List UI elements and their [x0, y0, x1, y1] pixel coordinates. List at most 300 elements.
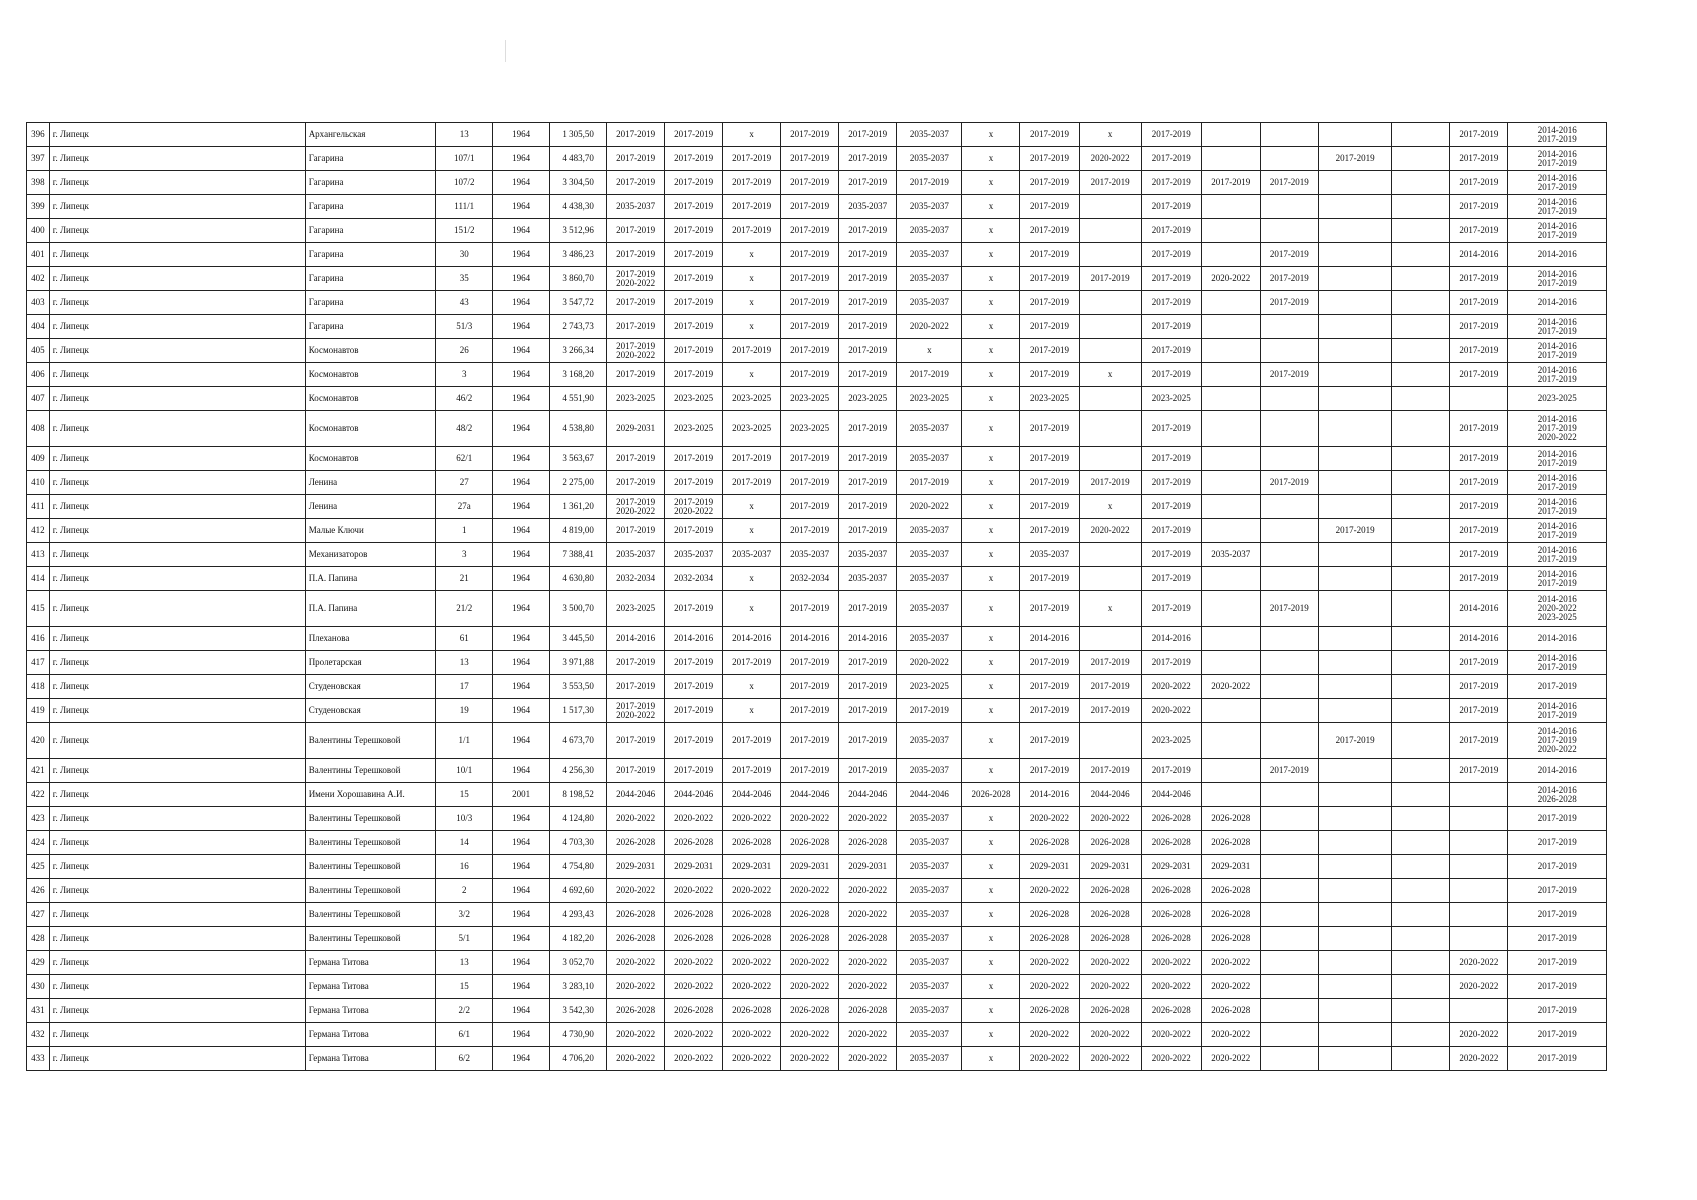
table-cell: 2017-2019	[839, 759, 897, 783]
table-cell	[1392, 543, 1450, 567]
table-cell	[1318, 951, 1392, 975]
table-cell: 2017-2019	[1318, 723, 1392, 759]
table-row	[27, 591, 1607, 627]
table-cell: x	[962, 567, 1020, 591]
table-cell: 2026-2028	[1201, 927, 1260, 951]
table-cell: 2017-2019	[1450, 495, 1508, 519]
table-cell: x	[962, 999, 1020, 1023]
table-cell	[1392, 495, 1450, 519]
table-cell: 2020-2022	[839, 879, 897, 903]
table-cell: 2017-2019	[723, 651, 781, 675]
table-cell: 2026-2028	[1079, 879, 1141, 903]
table-cell: г. Липецк	[49, 903, 305, 927]
table-cell: 2020-2022	[723, 879, 781, 903]
table-cell: 2014-2016	[607, 627, 665, 651]
table-cell	[1318, 447, 1392, 471]
table-cell	[1318, 903, 1392, 927]
table-cell	[1079, 447, 1141, 471]
table-cell: 1 517,30	[550, 699, 607, 723]
table-cell: 2017-2019 2020-2022	[607, 267, 665, 291]
table-cell: 2020-2022	[723, 807, 781, 831]
table-cell	[1201, 387, 1260, 411]
table-cell: 2026-2028	[723, 903, 781, 927]
table-cell: 2017-2019	[1020, 723, 1079, 759]
table-cell: 2026-2028	[1141, 927, 1201, 951]
table-cell: x	[723, 699, 781, 723]
table-cell: 2017-2019	[607, 315, 665, 339]
table-cell: 2020-2022	[897, 651, 962, 675]
table-cell: 2026-2028	[1201, 879, 1260, 903]
table-cell: 2026-2028	[1201, 831, 1260, 855]
table-cell: 2014-2016	[1450, 627, 1508, 651]
table-cell: 2017-2019	[723, 147, 781, 171]
table-cell	[1318, 759, 1392, 783]
table-cell: x	[962, 267, 1020, 291]
table-cell: x	[723, 591, 781, 627]
table-row	[27, 147, 1607, 171]
table-cell: 2044-2046	[897, 783, 962, 807]
table-cell: 413	[27, 543, 50, 567]
table-cell	[1318, 975, 1392, 999]
table-cell: 2017-2019	[1141, 567, 1201, 591]
table-cell: 2020-2022	[839, 903, 897, 927]
table-cell: 2014-2016	[1450, 591, 1508, 627]
table-cell: 2017-2019	[1020, 339, 1079, 363]
table-cell: 4 124,80	[550, 807, 607, 831]
table-cell: 4 293,43	[550, 903, 607, 927]
table-cell: 111/1	[436, 195, 493, 219]
table-cell: 2029-2031	[607, 411, 665, 447]
table-cell: г. Липецк	[49, 147, 305, 171]
table-cell: 2026-2028	[1141, 831, 1201, 855]
table-cell: 2026-2028	[1079, 999, 1141, 1023]
table-cell: 2017-2019	[1508, 1023, 1607, 1047]
table-body	[27, 123, 1607, 1071]
table-cell: г. Липецк	[49, 591, 305, 627]
table-cell: 2017-2019	[1450, 675, 1508, 699]
table-cell: 2017-2019	[723, 219, 781, 243]
table-cell: 3 553,50	[550, 675, 607, 699]
table-cell: 2023-2025	[781, 387, 839, 411]
table-cell: 2017-2019	[1141, 291, 1201, 315]
table-cell: Валентины Терешковой	[305, 927, 436, 951]
table-cell: 2017-2019 2020-2022	[665, 495, 723, 519]
table-cell: 2020-2022	[839, 1047, 897, 1071]
table-row	[27, 543, 1607, 567]
table-cell: 2026-2028	[1201, 999, 1260, 1023]
table-cell: 10/1	[436, 759, 493, 783]
table-cell: x	[962, 387, 1020, 411]
table-cell: 409	[27, 447, 50, 471]
table-cell	[1318, 1023, 1392, 1047]
table-cell	[1392, 999, 1450, 1023]
table-cell: 2035-2037	[897, 267, 962, 291]
table-cell: 2014-2016	[1020, 783, 1079, 807]
table-cell	[1260, 651, 1318, 675]
table-cell: 2017-2019	[1508, 831, 1607, 855]
table-cell: 2020-2022	[1079, 951, 1141, 975]
table-cell: 14	[436, 831, 493, 855]
table-cell: 1964	[493, 171, 550, 195]
table-cell: 2014-2016 2017-2019	[1508, 147, 1607, 171]
table-cell	[1318, 339, 1392, 363]
table-cell: 424	[27, 831, 50, 855]
table-cell: 2017-2019	[1508, 951, 1607, 975]
table-cell: 2020-2022	[1141, 1023, 1201, 1047]
table-cell	[1318, 627, 1392, 651]
table-cell	[1318, 411, 1392, 447]
table-cell: 2017-2019	[1450, 123, 1508, 147]
table-cell: 2017-2019	[607, 723, 665, 759]
table-cell: 2044-2046	[1141, 783, 1201, 807]
table-cell	[1079, 291, 1141, 315]
table-cell: 2017-2019	[1020, 567, 1079, 591]
table-row	[27, 567, 1607, 591]
table-cell: 2017-2019	[781, 315, 839, 339]
table-cell: 2035-2037	[897, 543, 962, 567]
table-cell: 2014-2016 2017-2019	[1508, 699, 1607, 723]
table-cell: 2032-2034	[607, 567, 665, 591]
table-cell: 2/2	[436, 999, 493, 1023]
table-cell	[1392, 1023, 1450, 1047]
table-cell: x	[1079, 591, 1141, 627]
table-cell: 2014-2016	[1508, 243, 1607, 267]
table-cell: x	[723, 495, 781, 519]
table-cell: 2044-2046	[665, 783, 723, 807]
table-cell: 2020-2022	[723, 951, 781, 975]
table-cell: 2017-2019	[1260, 591, 1318, 627]
table-cell: 2017-2019	[1450, 447, 1508, 471]
table-cell: 1964	[493, 651, 550, 675]
table-cell: 3 547,72	[550, 291, 607, 315]
table-cell: Студеновская	[305, 675, 436, 699]
table-cell: x	[1079, 495, 1141, 519]
table-cell	[1201, 495, 1260, 519]
table-cell: 417	[27, 651, 50, 675]
table-cell: 2017-2019	[1260, 291, 1318, 315]
table-cell: 2017-2019	[897, 171, 962, 195]
table-cell: 2014-2016	[1508, 759, 1607, 783]
table-cell	[1260, 699, 1318, 723]
table-cell: 2032-2034	[665, 567, 723, 591]
table-cell	[1201, 363, 1260, 387]
table-row	[27, 387, 1607, 411]
table-cell: 2017-2019	[1020, 651, 1079, 675]
table-cell: 4 438,30	[550, 195, 607, 219]
table-cell: 2017-2019	[1020, 519, 1079, 543]
table-cell: 3 563,67	[550, 447, 607, 471]
table-row	[27, 471, 1607, 495]
table-cell: 2029-2031	[665, 855, 723, 879]
table-cell	[1260, 543, 1318, 567]
table-cell: Валентины Терешковой	[305, 855, 436, 879]
table-cell: 2017-2019	[1020, 411, 1079, 447]
table-cell	[1201, 315, 1260, 339]
table-cell: x	[962, 519, 1020, 543]
table-cell: 2017-2019	[781, 471, 839, 495]
table-cell: 2026-2028	[723, 831, 781, 855]
table-cell	[1392, 195, 1450, 219]
table-cell: 35	[436, 267, 493, 291]
table-cell: 2020-2022	[1079, 807, 1141, 831]
table-cell: 1 361,20	[550, 495, 607, 519]
table-cell: 2017-2019	[839, 243, 897, 267]
table-cell	[1201, 627, 1260, 651]
table-cell: 2020-2022	[723, 975, 781, 999]
table-cell	[1201, 723, 1260, 759]
table-cell: 2017-2019	[723, 471, 781, 495]
table-cell: 2026-2028	[839, 999, 897, 1023]
table-cell: г. Липецк	[49, 807, 305, 831]
table-cell: 2001	[493, 783, 550, 807]
table-cell: 2026-2028	[723, 927, 781, 951]
table-cell: 428	[27, 927, 50, 951]
table-cell: 2035-2037	[897, 831, 962, 855]
table-cell	[1201, 411, 1260, 447]
table-cell: 2017-2019	[1260, 471, 1318, 495]
table-cell: 415	[27, 591, 50, 627]
table-cell	[1392, 1047, 1450, 1071]
table-cell: 2017-2019	[1020, 147, 1079, 171]
table-cell: x	[1079, 123, 1141, 147]
table-cell: 2017-2019	[781, 339, 839, 363]
table-cell: x	[962, 723, 1020, 759]
table-cell: 1964	[493, 411, 550, 447]
table-cell: 2017-2019	[781, 243, 839, 267]
table-cell	[1260, 387, 1318, 411]
table-cell	[1318, 1047, 1392, 1071]
table-cell	[1392, 651, 1450, 675]
table-cell: 2017-2019	[1450, 147, 1508, 171]
table-cell: 2017-2019	[839, 447, 897, 471]
table-cell	[1260, 783, 1318, 807]
table-cell: 2035-2037	[897, 807, 962, 831]
table-row	[27, 951, 1607, 975]
table-cell: 3 168,20	[550, 363, 607, 387]
table-cell: x	[962, 627, 1020, 651]
table-cell: 2017-2019	[839, 651, 897, 675]
table-cell: 2029-2031	[1141, 855, 1201, 879]
table-cell: 2017-2019	[665, 699, 723, 723]
table-cell: 2017-2019	[781, 651, 839, 675]
table-cell: 2035-2037	[897, 291, 962, 315]
table-cell	[1392, 447, 1450, 471]
table-cell: x	[723, 123, 781, 147]
table-cell: 2035-2037	[897, 123, 962, 147]
table-cell: 2017-2019	[607, 171, 665, 195]
table-cell	[1450, 387, 1508, 411]
table-cell: x	[962, 195, 1020, 219]
table-cell: 397	[27, 147, 50, 171]
table-cell: 2035-2037	[897, 903, 962, 927]
table-cell	[1201, 195, 1260, 219]
table-cell: 2017-2019	[1450, 171, 1508, 195]
table-cell: 2020-2022	[1020, 951, 1079, 975]
table-cell: 2026-2028	[665, 999, 723, 1023]
table-cell: 27a	[436, 495, 493, 519]
table-cell: 5/1	[436, 927, 493, 951]
table-cell: 2020-2022	[839, 807, 897, 831]
table-cell: г. Липецк	[49, 999, 305, 1023]
table-cell: 405	[27, 339, 50, 363]
table-cell: 426	[27, 879, 50, 903]
table-cell: 2020-2022	[1020, 1047, 1079, 1071]
table-row	[27, 723, 1607, 759]
table-cell: 2017-2019	[607, 243, 665, 267]
table-cell	[1201, 447, 1260, 471]
table-cell: x	[962, 447, 1020, 471]
table-row	[27, 975, 1607, 999]
table-cell: 4 692,60	[550, 879, 607, 903]
table-cell: 2035-2037	[781, 543, 839, 567]
table-cell: 2020-2022	[665, 951, 723, 975]
table-cell: 2035-2037	[897, 1023, 962, 1047]
table-cell: 2035-2037	[665, 543, 723, 567]
table-cell: 2035-2037	[897, 147, 962, 171]
table-cell: 2035-2037	[897, 999, 962, 1023]
table-cell	[1392, 759, 1450, 783]
table-cell	[1392, 339, 1450, 363]
table-cell: 2017-2019	[1079, 675, 1141, 699]
table-cell: 2020-2022	[1020, 807, 1079, 831]
table-cell	[1260, 975, 1318, 999]
table-cell: 2014-2016 2017-2019	[1508, 219, 1607, 243]
table-cell: 2026-2028	[665, 927, 723, 951]
table-cell	[1079, 243, 1141, 267]
table-row	[27, 699, 1607, 723]
table-cell: 2020-2022	[1201, 951, 1260, 975]
table-cell	[1201, 471, 1260, 495]
table-cell: 2020-2022	[607, 879, 665, 903]
table-cell: г. Липецк	[49, 315, 305, 339]
table-cell: 4 483,70	[550, 147, 607, 171]
table-cell: 2017-2019	[897, 471, 962, 495]
table-cell	[1260, 519, 1318, 543]
table-cell: 2017-2019	[1079, 171, 1141, 195]
table-cell	[1318, 495, 1392, 519]
table-cell: 2017-2019	[607, 291, 665, 315]
table-cell: 2017-2019	[1020, 675, 1079, 699]
table-cell: 2035-2037	[897, 591, 962, 627]
table-cell: Валентины Терешковой	[305, 831, 436, 855]
table-cell: Валентины Терешковой	[305, 807, 436, 831]
table-cell: 2020-2022	[1079, 1047, 1141, 1071]
table-cell: 1964	[493, 927, 550, 951]
table-cell	[1201, 243, 1260, 267]
table-cell: 1964	[493, 447, 550, 471]
table-cell: 2014-2016 2020-2022 2023-2025	[1508, 591, 1607, 627]
table-cell: 1964	[493, 243, 550, 267]
table-cell: 2017-2019	[607, 219, 665, 243]
table-cell: 3 304,50	[550, 171, 607, 195]
table-row	[27, 675, 1607, 699]
table-cell: 2017-2019	[1141, 147, 1201, 171]
table-cell: 2029-2031	[607, 855, 665, 879]
table-cell: Гагарина	[305, 315, 436, 339]
table-row	[27, 243, 1607, 267]
table-cell: 2035-2037	[723, 543, 781, 567]
table-cell: x	[962, 411, 1020, 447]
table-cell	[1201, 759, 1260, 783]
table-cell	[1450, 855, 1508, 879]
table-cell: 2017-2019	[1450, 543, 1508, 567]
table-cell	[1392, 171, 1450, 195]
table-cell	[1392, 783, 1450, 807]
table-cell: 2020-2022	[897, 315, 962, 339]
table-cell: г. Липецк	[49, 363, 305, 387]
table-cell: 2017-2019	[1508, 975, 1607, 999]
table-cell: 2017-2019	[1508, 903, 1607, 927]
table-cell	[1260, 675, 1318, 699]
table-cell: 2017-2019	[1141, 171, 1201, 195]
table-cell: 2017-2019	[839, 363, 897, 387]
table-cell: Валентины Терешковой	[305, 879, 436, 903]
table-cell: г. Липецк	[49, 339, 305, 363]
table-cell: 2017-2019	[665, 723, 723, 759]
table-cell: 398	[27, 171, 50, 195]
table-cell: 1964	[493, 627, 550, 651]
table-cell: 2020-2022	[1079, 975, 1141, 999]
table-cell: Студеновская	[305, 699, 436, 723]
table-cell: 2014-2016 2017-2019	[1508, 123, 1607, 147]
table-cell: 396	[27, 123, 50, 147]
table-cell: x	[962, 471, 1020, 495]
table-cell: 2044-2046	[839, 783, 897, 807]
table-cell	[1392, 807, 1450, 831]
table-cell: 2029-2031	[1020, 855, 1079, 879]
table-cell: 4 819,00	[550, 519, 607, 543]
table-cell	[1392, 147, 1450, 171]
table-cell: 2017-2019	[1508, 879, 1607, 903]
table-cell: 2020-2022	[839, 1023, 897, 1047]
table-cell	[1450, 879, 1508, 903]
table-cell: 2014-2016	[1508, 627, 1607, 651]
table-cell: Гагарина	[305, 195, 436, 219]
table-cell: 2026-2028	[1020, 999, 1079, 1023]
table-cell: 2017-2019	[781, 759, 839, 783]
table-cell: 2017-2019	[839, 495, 897, 519]
table-cell: 2017-2019	[1508, 675, 1607, 699]
table-cell: 2023-2025	[781, 411, 839, 447]
table-cell: 400	[27, 219, 50, 243]
table-row	[27, 123, 1607, 147]
table-cell: 411	[27, 495, 50, 519]
table-cell: 2017-2019	[1141, 363, 1201, 387]
table-cell: 2017-2019	[839, 315, 897, 339]
table-cell: 1964	[493, 975, 550, 999]
table-cell: 2026-2028	[1020, 903, 1079, 927]
table-cell: 2017-2019	[1141, 123, 1201, 147]
table-cell: 1964	[493, 879, 550, 903]
table-cell: Архангельская	[305, 123, 436, 147]
table-cell: 2017-2019	[607, 519, 665, 543]
table-cell: 2017-2019	[839, 219, 897, 243]
table-cell: 2017-2019	[723, 759, 781, 783]
table-cell: 2026-2028	[962, 783, 1020, 807]
table-cell: 2017-2019	[665, 219, 723, 243]
table-cell: г. Липецк	[49, 675, 305, 699]
table-cell	[1201, 123, 1260, 147]
table-cell: Германа Титова	[305, 1047, 436, 1071]
table-row	[27, 879, 1607, 903]
table-cell: 2017-2019	[1450, 219, 1508, 243]
table-cell: 2026-2028	[1020, 927, 1079, 951]
table-cell: x	[962, 543, 1020, 567]
table-cell: 2017-2019	[1020, 291, 1079, 315]
table-row	[27, 783, 1607, 807]
table-cell: 2023-2025	[839, 387, 897, 411]
table-cell: 3	[436, 363, 493, 387]
